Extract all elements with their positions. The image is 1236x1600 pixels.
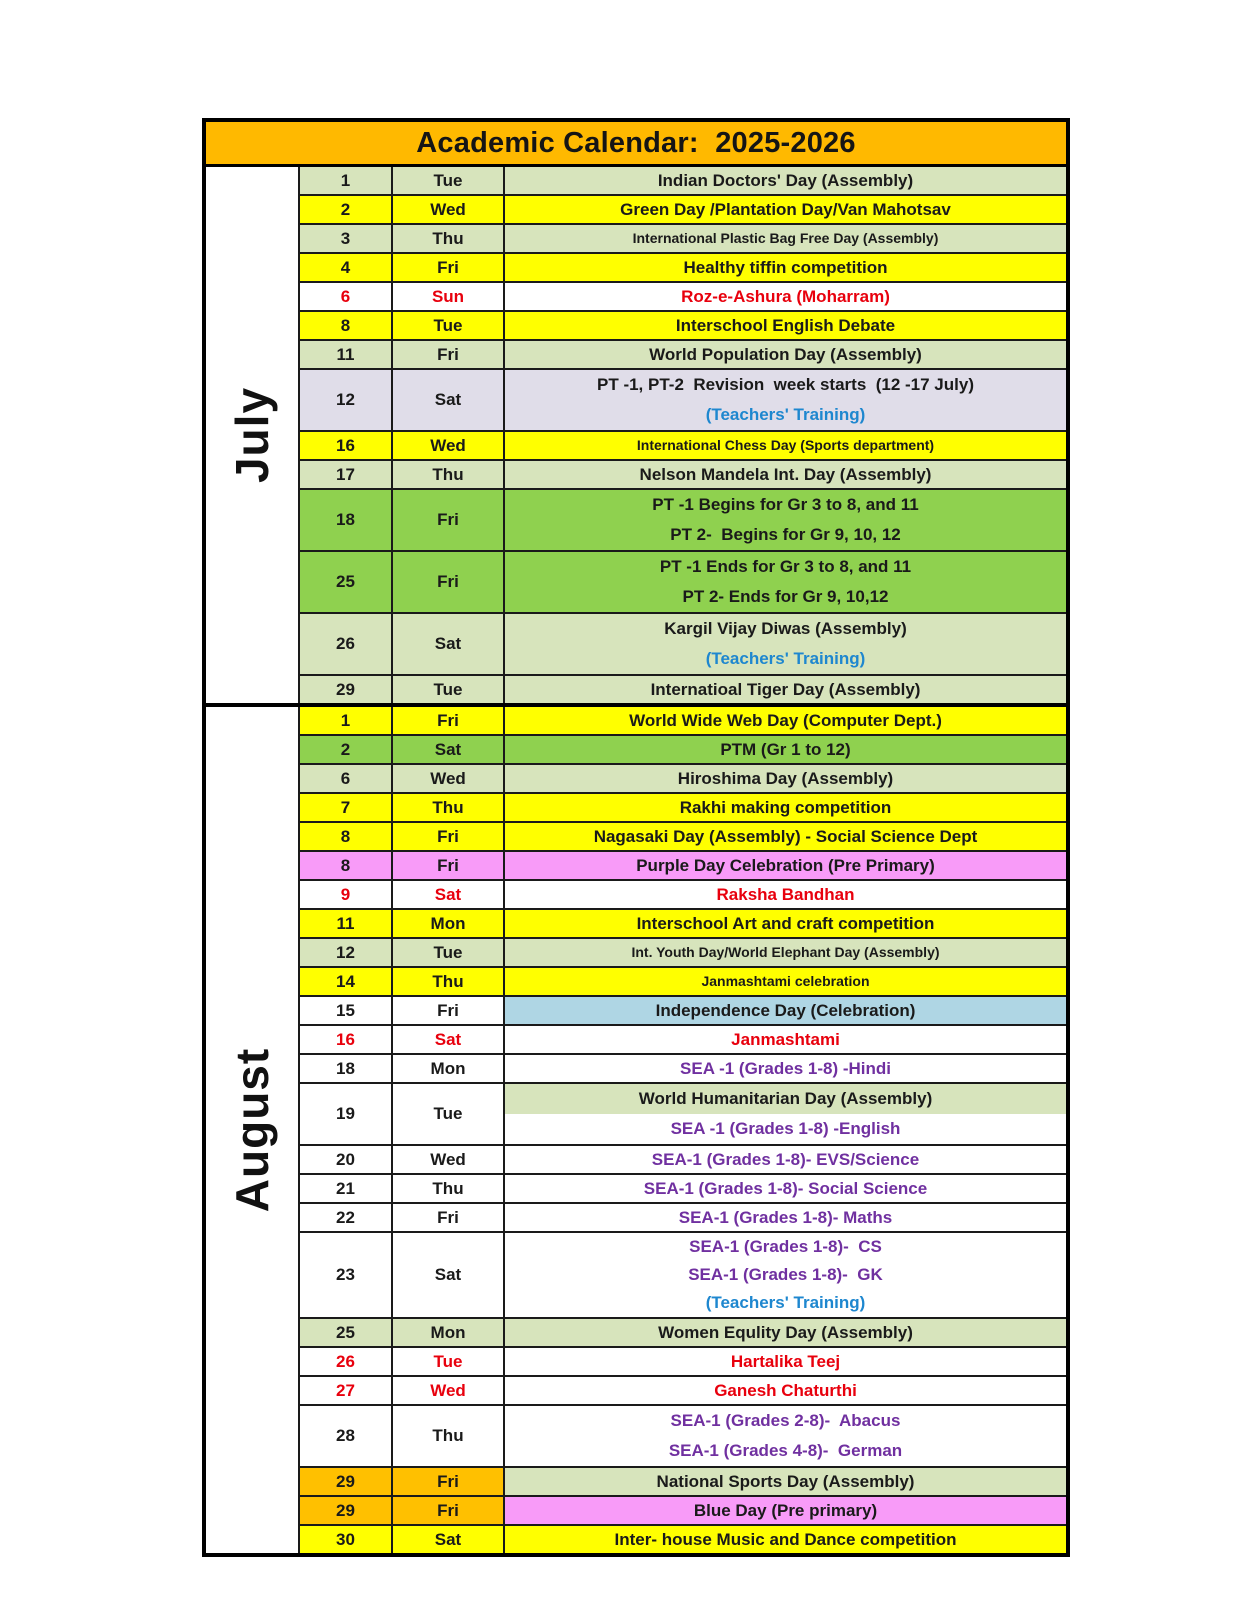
- calendar-row: [300, 194, 1066, 223]
- date-cell: 27: [300, 1377, 393, 1404]
- day-cell: Sat: [393, 1026, 505, 1053]
- month-label-cell: [206, 167, 300, 703]
- date-cell: 1: [300, 167, 393, 194]
- event-cell: [505, 461, 1066, 488]
- day-cell: Tue: [393, 1084, 505, 1144]
- date-cell: 2: [300, 196, 393, 223]
- event-text: Rakhi making competition: [679, 797, 892, 817]
- event-text: SEA -1 (Grades 1-8) -Hindi: [680, 1058, 891, 1078]
- calendar-row: [300, 1144, 1066, 1173]
- calendar-row: [300, 488, 1066, 550]
- event-cell: [505, 676, 1066, 703]
- day-cell: Fri: [393, 1204, 505, 1231]
- date-cell: 8: [300, 312, 393, 339]
- event-cell: [505, 765, 1066, 792]
- day-cell: Fri: [393, 823, 505, 850]
- event-cell: [505, 432, 1066, 459]
- event-cell: [505, 1526, 1066, 1553]
- day-cell: Fri: [393, 1497, 505, 1524]
- event-cell: [505, 1026, 1066, 1053]
- event-text: Purple Day Celebration (Pre Primary): [636, 855, 935, 875]
- date-cell: 18: [300, 490, 393, 550]
- event-text: Hiroshima Day (Assembly): [677, 768, 894, 788]
- day-cell: Sat: [393, 736, 505, 763]
- date-cell: 26: [300, 1348, 393, 1375]
- event-cell: [505, 1406, 1066, 1466]
- event-text: SEA-1 (Grades 1-8)- GK: [688, 1265, 883, 1285]
- calendar-row: [300, 850, 1066, 879]
- calendar-row: [300, 223, 1066, 252]
- calendar-row: [300, 763, 1066, 792]
- event-cell: [505, 794, 1066, 821]
- event-text: SEA -1 (Grades 1-8) -English: [670, 1119, 901, 1139]
- date-cell: 18: [300, 1055, 393, 1082]
- day-cell: Thu: [393, 794, 505, 821]
- day-cell: Sat: [393, 881, 505, 908]
- day-cell: Wed: [393, 1146, 505, 1173]
- date-cell: 7: [300, 794, 393, 821]
- month-section-july: [206, 167, 1066, 703]
- event-cell: [505, 823, 1066, 850]
- event-text: SEA-1 (Grades 1-8)- Social Science: [643, 1178, 928, 1198]
- calendar-row: [300, 1082, 1066, 1144]
- event-cell: [505, 552, 1066, 612]
- month-label-cell: [206, 707, 300, 1553]
- calendar-row: [300, 612, 1066, 674]
- event-text: Internatioal Tiger Day (Assembly): [650, 679, 921, 699]
- event-cell: [505, 910, 1066, 937]
- date-cell: 17: [300, 461, 393, 488]
- event-cell: [505, 283, 1066, 310]
- event-cell: [505, 881, 1066, 908]
- date-cell: 23: [300, 1233, 393, 1317]
- event-text: Janmashtami celebration: [701, 972, 870, 989]
- day-cell: Sat: [393, 370, 505, 430]
- calendar-body: [206, 167, 1066, 1553]
- day-cell: Fri: [393, 341, 505, 368]
- date-cell: 2: [300, 736, 393, 763]
- date-cell: 16: [300, 1026, 393, 1053]
- date-cell: 21: [300, 1175, 393, 1202]
- day-cell: Tue: [393, 312, 505, 339]
- event-cell: [505, 1055, 1066, 1082]
- event-cell: [505, 1377, 1066, 1404]
- date-cell: 11: [300, 910, 393, 937]
- event-cell: [505, 614, 1066, 674]
- calendar-row: [300, 937, 1066, 966]
- calendar-row: [300, 167, 1066, 194]
- calendar-row: [300, 252, 1066, 281]
- event-text: SEA-1 (Grades 1-8)- EVS/Science: [651, 1149, 920, 1169]
- day-cell: Fri: [393, 552, 505, 612]
- day-cell: Fri: [393, 707, 505, 734]
- event-cell: [505, 1348, 1066, 1375]
- month-rows: [300, 707, 1066, 1553]
- day-cell: Wed: [393, 432, 505, 459]
- event-text: Kargil Vijay Diwas (Assembly): [664, 619, 907, 639]
- day-cell: Wed: [393, 765, 505, 792]
- day-cell: Sat: [393, 1526, 505, 1553]
- event-cell: [505, 852, 1066, 879]
- event-text: International Chess Day (Sports department): [636, 436, 935, 453]
- calendar-row: [300, 368, 1066, 430]
- calendar-row: [300, 1053, 1066, 1082]
- event-text: PT -1 Begins for Gr 3 to 8, and 11: [652, 495, 919, 515]
- calendar-row: [300, 908, 1066, 937]
- day-cell: Thu: [393, 225, 505, 252]
- calendar-row: [300, 879, 1066, 908]
- event-text: Nelson Mandela Int. Day (Assembly): [639, 464, 932, 484]
- day-cell: Thu: [393, 1175, 505, 1202]
- calendar-row: [300, 1202, 1066, 1231]
- day-cell: Tue: [393, 676, 505, 703]
- event-cell: [505, 1146, 1066, 1173]
- event-cell: [505, 939, 1066, 966]
- date-cell: 8: [300, 852, 393, 879]
- event-text: Healthy tiffin competition: [683, 257, 888, 277]
- event-text: PT -1 Ends for Gr 3 to 8, and 11: [659, 557, 912, 577]
- event-text: SEA-1 (Grades 4-8)- German: [668, 1441, 903, 1461]
- event-text: Interschool English Debate: [675, 315, 896, 335]
- event-text: (Teachers' Training): [705, 405, 866, 425]
- event-cell: [505, 167, 1066, 194]
- event-text: SEA-1 (Grades 2-8)- Abacus: [670, 1411, 901, 1431]
- event-text: Green Day /Plantation Day/Van Mahotsav: [620, 199, 951, 219]
- calendar-row: [300, 995, 1066, 1024]
- calendar-row: [300, 821, 1066, 850]
- event-text: Nagasaki Day (Assembly) - Social Science Dept: [593, 826, 978, 846]
- event-text: Indian Doctors' Day (Assembly): [657, 170, 914, 190]
- calendar-title: Academic Calendar: 2025-2026: [206, 122, 1066, 167]
- event-text: Independence Day (Celebration): [655, 1000, 916, 1020]
- day-cell: Fri: [393, 490, 505, 550]
- date-cell: 25: [300, 552, 393, 612]
- calendar-row: [300, 281, 1066, 310]
- day-cell: Mon: [393, 910, 505, 937]
- event-cell: [505, 196, 1066, 223]
- month-rows: [300, 167, 1066, 703]
- day-cell: Fri: [393, 254, 505, 281]
- event-text: Inter- house Music and Dance competition: [614, 1529, 957, 1549]
- event-text: Women Equlity Day (Assembly): [658, 1322, 913, 1342]
- calendar-row: [300, 1466, 1066, 1495]
- event-cell: [505, 1204, 1066, 1231]
- day-cell: Thu: [393, 1406, 505, 1466]
- event-cell: [505, 1175, 1066, 1202]
- event-cell: [505, 1084, 1066, 1144]
- event-text: World Wide Web Day (Computer Dept.): [629, 710, 942, 730]
- day-cell: Fri: [393, 997, 505, 1024]
- event-cell: [505, 490, 1066, 550]
- date-cell: 6: [300, 283, 393, 310]
- event-cell: [505, 341, 1066, 368]
- calendar-row: [300, 1375, 1066, 1404]
- event-text: PT 2- Begins for Gr 9, 10, 12: [670, 525, 901, 545]
- date-cell: 20: [300, 1146, 393, 1173]
- event-cell: [505, 997, 1066, 1024]
- date-cell: 11: [300, 341, 393, 368]
- event-text: SEA-1 (Grades 1-8)- Maths: [678, 1207, 893, 1227]
- event-text: (Teachers' Training): [705, 1293, 866, 1313]
- calendar-table: [202, 118, 1070, 1557]
- day-cell: Tue: [393, 939, 505, 966]
- calendar-row: [300, 1495, 1066, 1524]
- event-text: World Population Day (Assembly): [649, 344, 922, 364]
- event-cell: [505, 370, 1066, 430]
- date-cell: 28: [300, 1406, 393, 1466]
- day-cell: Sun: [393, 283, 505, 310]
- day-cell: Tue: [393, 167, 505, 194]
- date-cell: 6: [300, 765, 393, 792]
- event-text: PT 2- Ends for Gr 9, 10,12: [682, 587, 889, 607]
- date-cell: 3: [300, 225, 393, 252]
- day-cell: Mon: [393, 1055, 505, 1082]
- month-section-august: [206, 703, 1066, 1553]
- calendar-row: [300, 1346, 1066, 1375]
- event-text: International Plastic Bag Free Day (Assembly): [632, 229, 939, 246]
- event-cell: [505, 968, 1066, 995]
- event-text: Ganesh Chaturthi: [714, 1380, 857, 1400]
- day-cell: Sat: [393, 1233, 505, 1317]
- day-cell: Fri: [393, 1468, 505, 1495]
- event-cell: [505, 254, 1066, 281]
- event-cell: [505, 1468, 1066, 1495]
- date-cell: 12: [300, 370, 393, 430]
- calendar-row: [300, 459, 1066, 488]
- day-cell: Wed: [393, 1377, 505, 1404]
- day-cell: Tue: [393, 1348, 505, 1375]
- calendar-row: [300, 966, 1066, 995]
- event-cell: [505, 225, 1066, 252]
- calendar-row: [300, 674, 1066, 703]
- calendar-row: [300, 1024, 1066, 1053]
- event-text: Blue Day (Pre primary): [693, 1500, 878, 1520]
- date-cell: 4: [300, 254, 393, 281]
- event-cell: [505, 1319, 1066, 1346]
- calendar-row: [300, 339, 1066, 368]
- event-text: (Teachers' Training): [705, 649, 866, 669]
- event-text: SEA-1 (Grades 1-8)- CS: [689, 1237, 882, 1257]
- calendar-row: [300, 792, 1066, 821]
- calendar-row: [300, 1404, 1066, 1466]
- calendar-row: [300, 310, 1066, 339]
- event-text: PT -1, PT-2 Revision week starts (12 -17 July): [597, 375, 974, 395]
- day-cell: Mon: [393, 1319, 505, 1346]
- date-cell: 16: [300, 432, 393, 459]
- event-text: Raksha Bandhan: [716, 884, 855, 904]
- calendar-row: [300, 430, 1066, 459]
- event-text: PTM (Gr 1 to 12): [720, 739, 851, 759]
- date-cell: 12: [300, 939, 393, 966]
- calendar-row: [300, 734, 1066, 763]
- date-cell: 25: [300, 1319, 393, 1346]
- day-cell: Thu: [393, 461, 505, 488]
- event-text: Interschool Art and craft competition: [636, 913, 935, 933]
- date-cell: 29: [300, 1497, 393, 1524]
- date-cell: 30: [300, 1526, 393, 1553]
- event-text: Janmashtami: [731, 1029, 840, 1049]
- date-cell: 29: [300, 676, 393, 703]
- calendar-row: [300, 707, 1066, 734]
- date-cell: 15: [300, 997, 393, 1024]
- event-cell: [505, 707, 1066, 734]
- calendar-row: [300, 1231, 1066, 1317]
- day-cell: Fri: [393, 852, 505, 879]
- day-cell: Sat: [393, 614, 505, 674]
- date-cell: 9: [300, 881, 393, 908]
- event-text: National Sports Day (Assembly): [656, 1471, 915, 1491]
- date-cell: 1: [300, 707, 393, 734]
- date-cell: 19: [300, 1084, 393, 1144]
- event-cell: [505, 736, 1066, 763]
- calendar-row: [300, 1524, 1066, 1553]
- date-cell: 8: [300, 823, 393, 850]
- date-cell: 26: [300, 614, 393, 674]
- month-label: July: [226, 386, 279, 484]
- event-text: Roz-e-Ashura (Moharram): [681, 286, 890, 306]
- day-cell: Thu: [393, 968, 505, 995]
- date-cell: 29: [300, 1468, 393, 1495]
- event-cell: [505, 312, 1066, 339]
- day-cell: Wed: [393, 196, 505, 223]
- event-text: Int. Youth Day/World Elephant Day (Assembly): [631, 943, 940, 960]
- event-text: World Humanitarian Day (Assembly): [505, 1084, 1066, 1114]
- month-label: August: [226, 1047, 279, 1213]
- calendar-row: [300, 1317, 1066, 1346]
- event-cell: [505, 1497, 1066, 1524]
- calendar-row: [300, 1173, 1066, 1202]
- date-cell: 22: [300, 1204, 393, 1231]
- date-cell: 14: [300, 968, 393, 995]
- event-cell: [505, 1233, 1066, 1317]
- calendar-row: [300, 550, 1066, 612]
- event-text: Hartalika Teej: [730, 1351, 841, 1371]
